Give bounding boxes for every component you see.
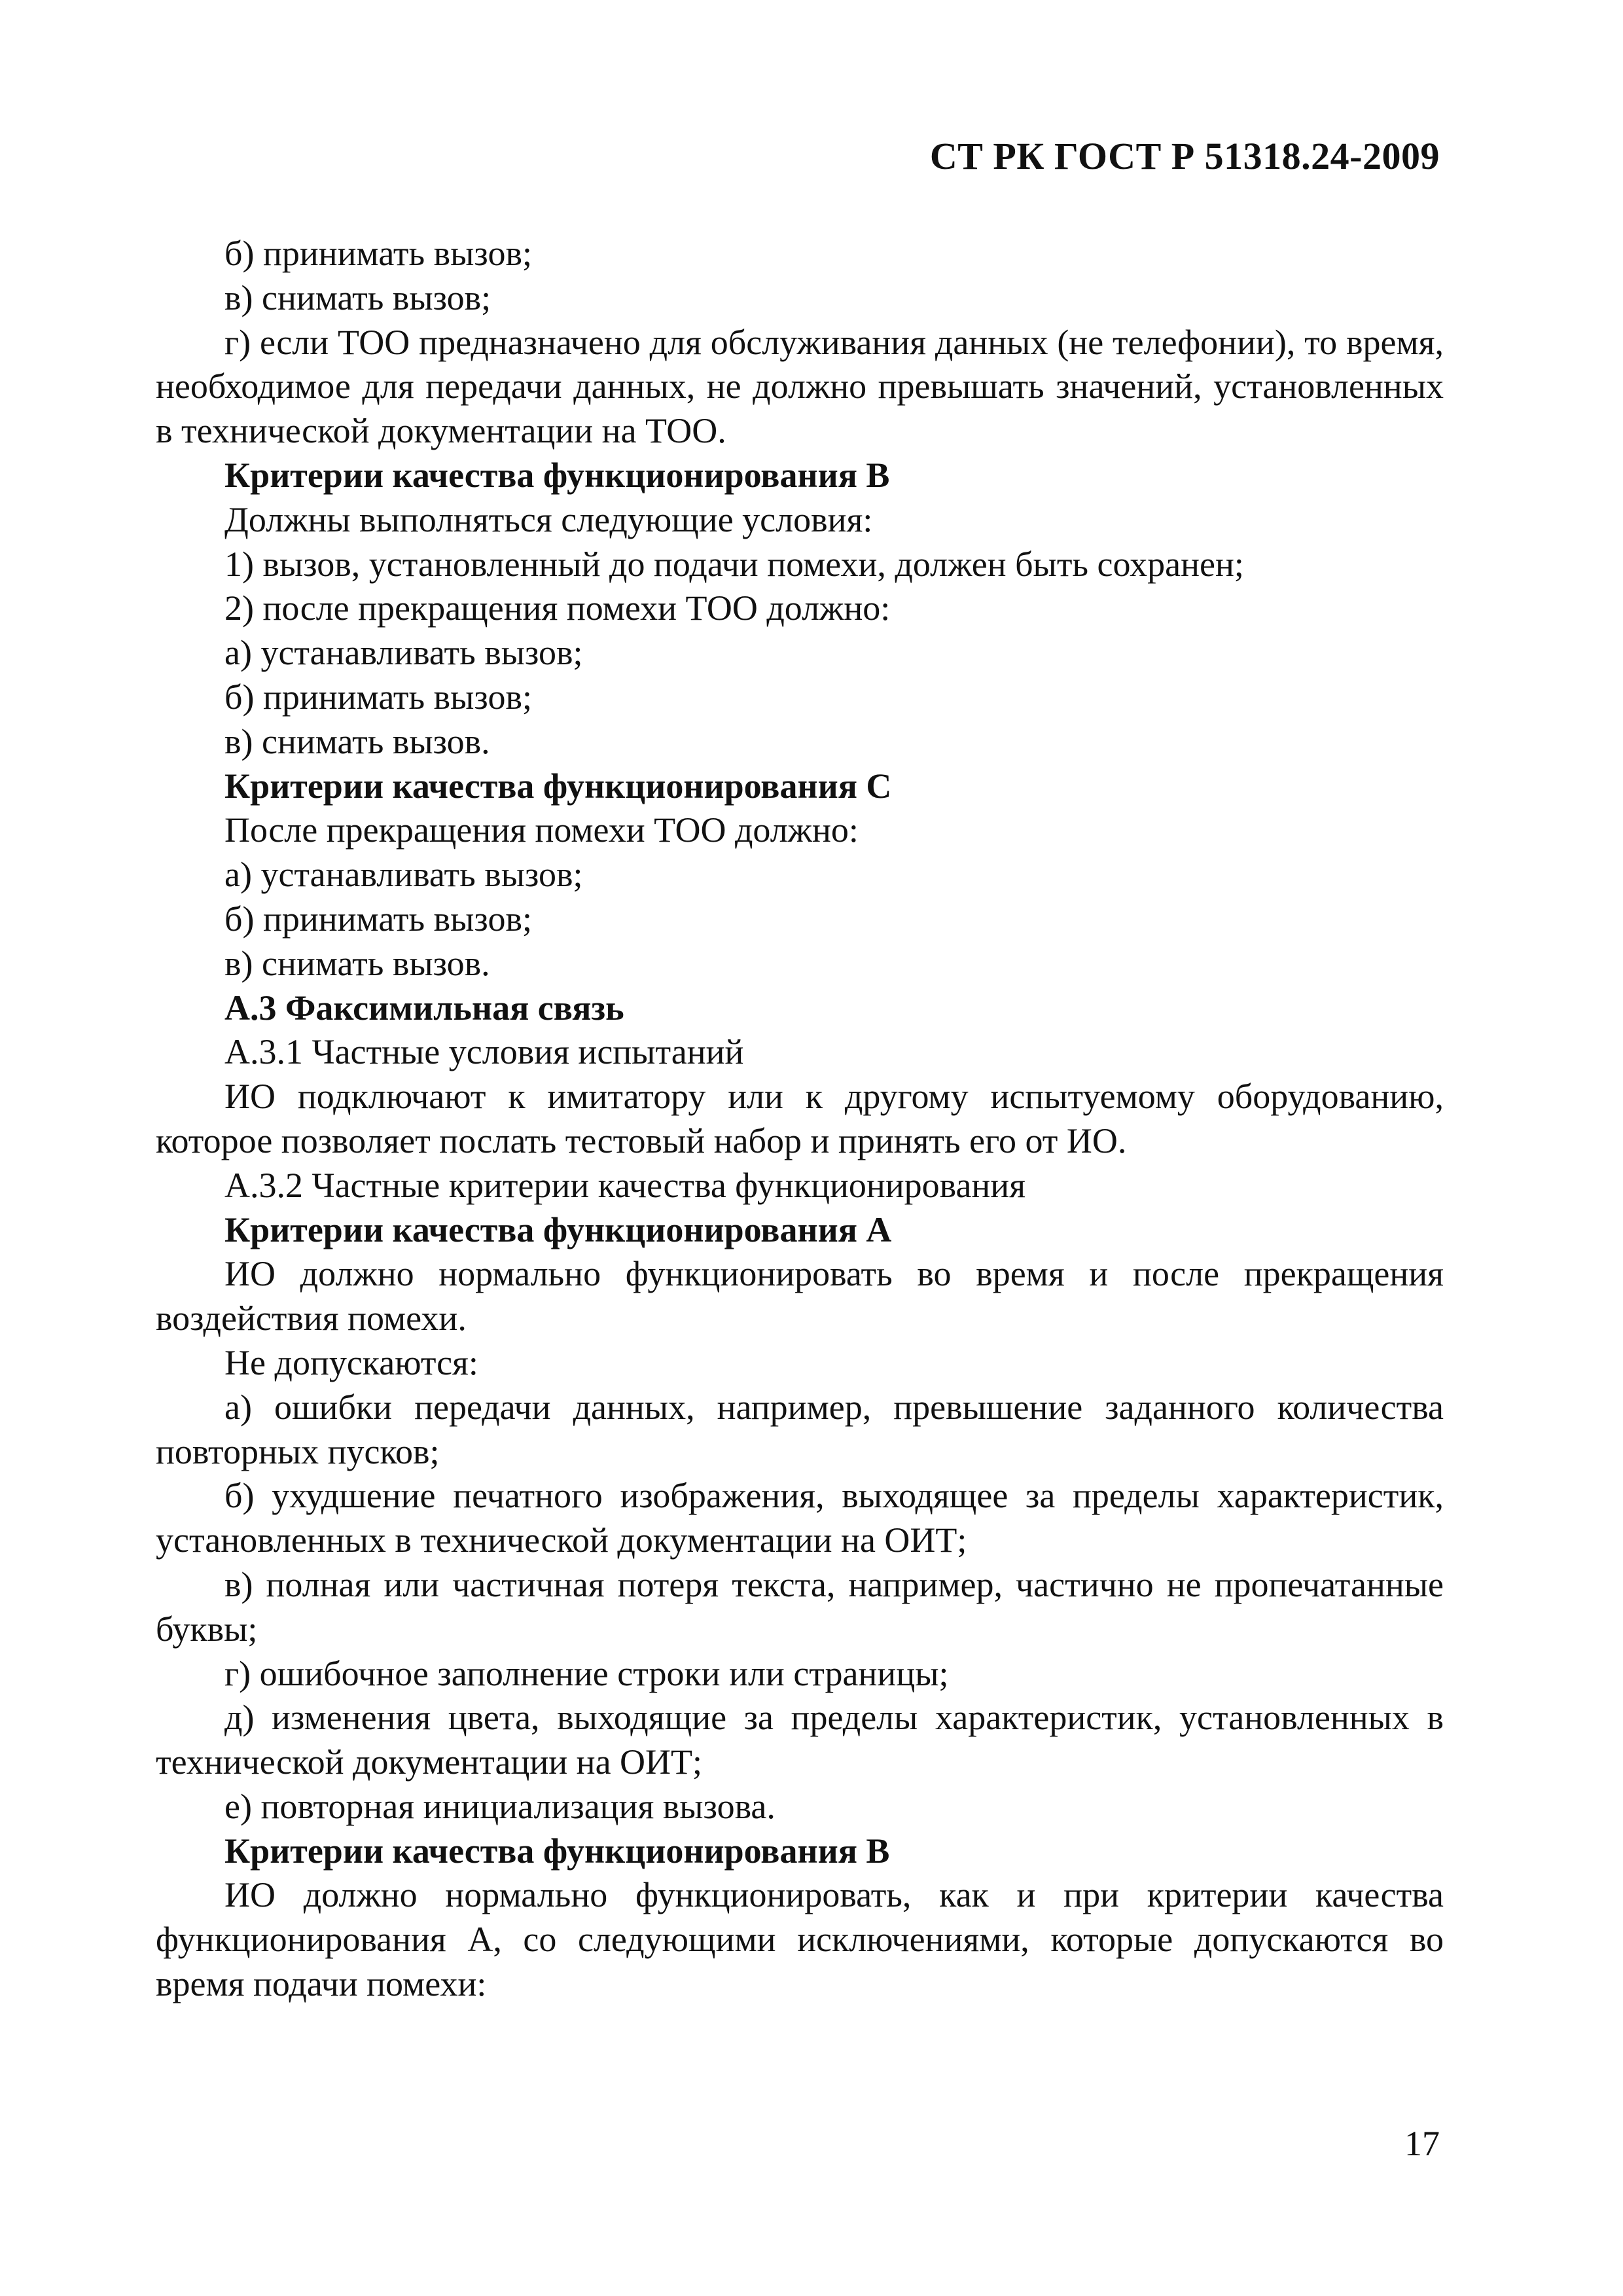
body-text [156,232,1444,2007]
paragraph: А.3.1 Частные условия испытаний [224,1032,744,1072]
paragraph: ИО подключают к имитатору или к другому испытуемому оборудованию, которое позволяет послать тестовый набор и принять его от ИО. [156,1077,1444,1160]
paragraph: д) изменения цвета, выходящие за пределы характеристик, установленных в технической документации на ОИТ; [156,1698,1444,1782]
paragraph: После прекращения помехи ТОО должно: [224,810,859,850]
paragraph: б) ухудшение печатного изображения, выходящее за пределы характеристик, установленных в технической документации на ОИТ; [156,1476,1444,1560]
paragraph: б) принимать вызов; [224,677,532,717]
section-heading: Критерии качества функционирования А [224,1210,892,1249]
paragraph: в) снимать вызов. [224,943,490,983]
paragraph: Должны выполняться следующие условия: [224,499,873,539]
section-heading: Критерии качества функционирования С [224,766,892,806]
paragraph: в) снимать вызов. [224,721,490,761]
section-heading: Критерии качества функционирования В [224,1831,890,1871]
paragraph: Не допускаются: [224,1342,478,1382]
paragraph: а) устанавливать вызов; [224,855,583,895]
paragraph: б) принимать вызов; [224,899,532,939]
standard-code-header: СТ РК ГОСТ Р 51318.24-2009 [929,135,1440,177]
paragraph: г) ошибочное заполнение строки или страницы; [224,1653,949,1693]
section-heading: Критерии качества функционирования В [224,455,890,495]
paragraph: б) принимать вызов; [224,234,532,273]
paragraph: А.3.2 Частные критерии качества функционирования [224,1165,1026,1205]
paragraph: в) снимать вызов; [224,278,491,317]
paragraph: е) повторная инициализация вызова. [224,1786,776,1826]
paragraph: а) ошибки передачи данных, например, превышение заданного количества повторных пусков; [156,1387,1444,1471]
paragraph: г) если ТОО предназначено для обслуживания данных (не телефонии), то время, необходимое для передачи данных, не должно превышать значений, установленных в технической документации на ТОО. [156,322,1444,451]
paragraph: ИО должно нормально функционировать, как и при критерии качества функционирования А, со следующими исключениями, которые допускаются во время подачи помехи: [156,1875,1444,2004]
paragraph: ИО должно нормально функционировать во время и после прекращения воздействия помехи. [156,1254,1444,1338]
paragraph: 2) после прекращения помехи ТОО должно: [224,588,891,628]
paragraph: а) устанавливать вызов; [224,633,583,673]
section-heading: А.3 Факсимильная связь [224,988,624,1028]
page-number: 17 [1404,2124,1440,2163]
paragraph: 1) вызов, установленный до подачи помехи, должен быть сохранен; [224,544,1244,584]
paragraph: в) полная или частичная потеря текста, например, частично не пропечатанные буквы; [156,1564,1444,1649]
